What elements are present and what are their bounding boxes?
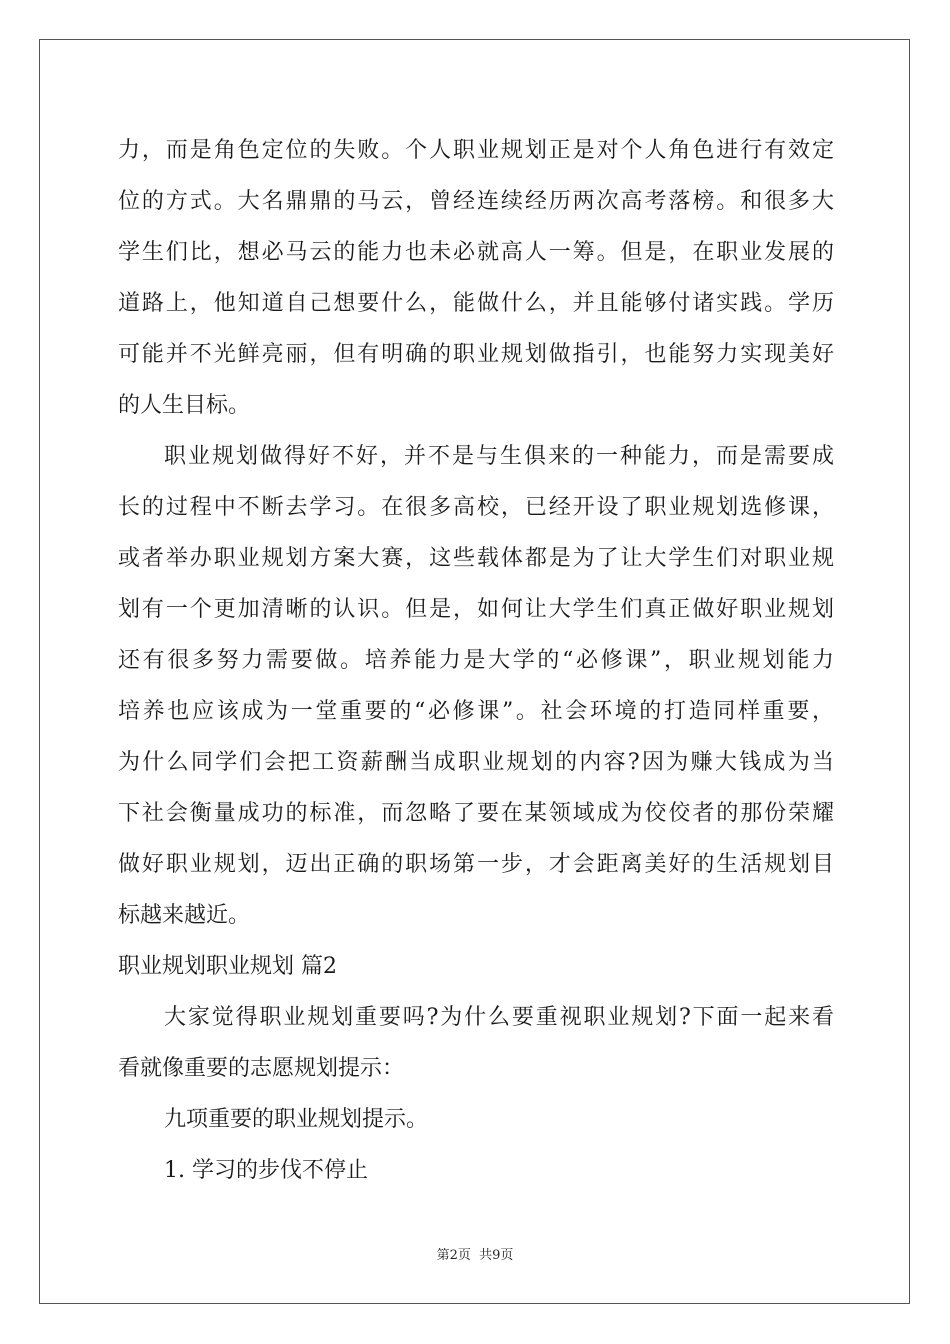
tips-heading: 九项重要的职业规划提示。 xyxy=(164,1107,429,1132)
text-line: 划有一个更加清晰的认识。但是，如何让大学生们真正做好职业规划 xyxy=(118,597,834,622)
text-line: 位的方式。大名鼎鼎的马云，曾经连续经历两次高考落榜。和很多大 xyxy=(118,189,834,214)
paragraph-1 xyxy=(118,125,834,431)
text-line: 职业规划做得好不好，并不是与生俱来的一种能力，而是需要成 xyxy=(164,444,834,469)
text-line: 力，而是角色定位的失败。个人职业规划正是对个人角色进行有效定 xyxy=(118,138,834,163)
text-line: 做好职业规划，迈出正确的职场第一步，才会距离美好的生活规划目 xyxy=(118,852,834,877)
text-line: 的人生目标。 xyxy=(118,393,251,418)
text-line: 为什么同学们会把工资薪酬当成职业规划的内容?因为赚大钱成为当 xyxy=(118,750,834,775)
page-footer xyxy=(0,1244,950,1263)
page-total: 共9页 xyxy=(479,1248,514,1263)
paragraph-2 xyxy=(118,431,834,941)
tip-item-1: 1. 学习的步伐不停止 xyxy=(164,1158,368,1183)
text-line: 长的过程中不断去学习。在很多高校，已经开设了职业规划选修课， xyxy=(118,495,834,520)
section-heading: 职业规划职业规划 篇2 xyxy=(118,954,337,979)
text-line: 大家觉得职业规划重要吗?为什么要重视职业规划?下面一起来看 xyxy=(164,1005,834,1030)
text-line: 还有很多努力需要做。培养能力是大学的“必修课”，职业规划能力 xyxy=(118,648,834,673)
text-line: 培养也应该成为一堂重要的“必修课”。社会环境的打造同样重要， xyxy=(118,699,834,724)
page-number: 第2页 xyxy=(436,1248,471,1263)
text-line: 或者举办职业规划方案大赛，这些载体都是为了让大学生们对职业规 xyxy=(118,546,834,571)
text-line: 看就像重要的志愿规划提示： xyxy=(118,1056,405,1081)
text-line: 道路上，他知道自己想要什么，能做什么，并且能够付诸实践。学历 xyxy=(118,291,834,316)
document-body xyxy=(118,125,834,1196)
text-line: 下社会衡量成功的标准，而忽略了要在某领域成为佼佼者的那份荣耀 xyxy=(118,801,834,826)
intro-paragraph xyxy=(118,992,834,1094)
text-line: 学生们比，想必马云的能力也未必就高人一筹。但是，在职业发展的 xyxy=(118,240,834,265)
text-line: 标越来越近。 xyxy=(118,903,251,928)
text-line: 可能并不光鲜亮丽，但有明确的职业规划做指引，也能努力实现美好 xyxy=(118,342,834,367)
